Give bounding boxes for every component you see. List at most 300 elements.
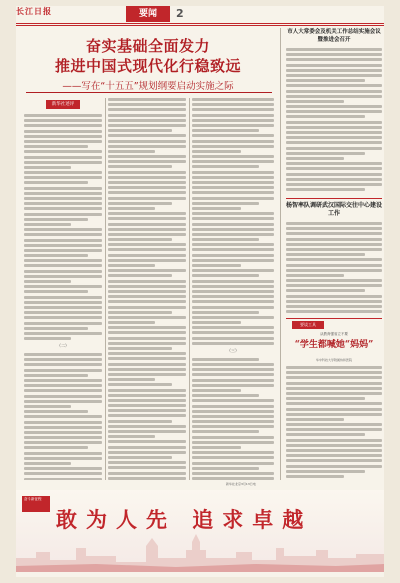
- text-line: [24, 369, 102, 372]
- text-line: [286, 48, 382, 51]
- text-line: [24, 207, 102, 210]
- text-line: [108, 456, 172, 459]
- text-line: [108, 248, 186, 251]
- text-line: [286, 423, 382, 426]
- text-line: [286, 305, 382, 308]
- text-line: [24, 223, 71, 226]
- text-line: [24, 124, 102, 127]
- text-line: [192, 379, 274, 382]
- text-line: [192, 306, 274, 309]
- text-line: [192, 98, 274, 101]
- text-line: [286, 310, 382, 313]
- text-line: [192, 233, 274, 236]
- text-line: [24, 379, 102, 382]
- text-line: [108, 191, 186, 194]
- text-line: [24, 202, 102, 205]
- right-divider: [286, 318, 382, 319]
- text-line: [192, 337, 274, 340]
- text-line: [286, 110, 382, 113]
- commentary-kicker: 从教育强省立不要: [320, 332, 348, 336]
- text-line: [192, 425, 274, 428]
- text-line: [24, 254, 88, 257]
- text-line: [192, 103, 274, 106]
- text-line: [286, 74, 382, 77]
- column-divider: [105, 98, 106, 480]
- text-line: [192, 280, 274, 283]
- text-line: [24, 395, 102, 398]
- text-line: [24, 374, 88, 377]
- text-line: [192, 171, 274, 174]
- text-line: [24, 446, 88, 449]
- header-rule-thin: [16, 25, 384, 26]
- text-line: [192, 384, 274, 387]
- source-note: 新华社北京3月13日电: [226, 482, 256, 486]
- text-line: [24, 228, 102, 231]
- commentary-byline: 华中科技大学附属协和医院: [315, 358, 352, 362]
- text-line: [286, 79, 365, 82]
- text-line: [108, 352, 186, 355]
- text-line: [286, 279, 382, 282]
- text-line: [108, 342, 186, 345]
- text-line: [108, 212, 186, 215]
- paper-name: 长江日报: [16, 6, 52, 16]
- text-line: [192, 405, 274, 408]
- text-line: [286, 449, 382, 452]
- text-line: [286, 173, 382, 176]
- article-column-2: [108, 98, 186, 480]
- commentary-title: “学生都喊她“妈妈”: [294, 340, 374, 350]
- text-line: [108, 461, 186, 464]
- text-line: [24, 166, 71, 169]
- text-line: [108, 466, 186, 469]
- text-line: [24, 322, 102, 325]
- column-divider: [280, 28, 281, 480]
- text-line: [24, 114, 102, 117]
- column-label: 新华社述评: [46, 100, 80, 109]
- text-line: [24, 332, 102, 335]
- text-line: [24, 264, 102, 267]
- text-line: [192, 140, 274, 143]
- text-line: [108, 394, 186, 397]
- main-subtitle: ——写在“十五五”规划纲要启动实施之际: [62, 81, 234, 92]
- text-line: [286, 269, 382, 272]
- text-line: [108, 114, 186, 117]
- text-line: [192, 295, 274, 298]
- text-line: [286, 295, 382, 298]
- text-line: [286, 392, 382, 395]
- text-line: [286, 376, 382, 379]
- text-line: [286, 253, 365, 256]
- text-line: [192, 394, 259, 397]
- text-line: [108, 378, 155, 381]
- text-line: [286, 459, 382, 462]
- text-line: [24, 478, 102, 480]
- text-line: [24, 259, 102, 262]
- right-article-2-body: [286, 222, 382, 316]
- text-line: [192, 119, 274, 122]
- text-line: [24, 421, 102, 424]
- text-line: [286, 433, 365, 436]
- text-line: [108, 337, 186, 340]
- text-line: [192, 186, 274, 189]
- headline-line-2: 推进中国式现代化行稳致远: [54, 57, 241, 75]
- text-line: [286, 289, 365, 292]
- text-line: [108, 347, 172, 350]
- text-line: [286, 408, 382, 411]
- text-line: [24, 150, 102, 153]
- text-line: [192, 207, 241, 210]
- text-line: [24, 410, 88, 413]
- text-line: [108, 326, 186, 329]
- city-skyline-illustration: [16, 528, 384, 572]
- text-line: [108, 290, 186, 293]
- text-line: [24, 389, 102, 392]
- text-line: [108, 259, 186, 262]
- text-line: [192, 290, 274, 293]
- text-line: [108, 295, 186, 298]
- text-line: [24, 363, 102, 366]
- right-article-2-title: 杨智率队调研武汉国际交往中心建设工作: [286, 202, 383, 217]
- text-line: [108, 383, 172, 386]
- text-line: [108, 254, 186, 257]
- text-line: [286, 371, 382, 374]
- text-line: [24, 327, 88, 330]
- text-line: [108, 160, 186, 163]
- text-line: [286, 284, 382, 287]
- text-line: [192, 467, 259, 470]
- text-line: [192, 285, 274, 288]
- text-line: [192, 243, 274, 246]
- text-line: [192, 436, 274, 439]
- text-line: [24, 249, 102, 252]
- commentary-body: [286, 366, 382, 480]
- text-line: [192, 124, 274, 127]
- text-line: [286, 141, 382, 144]
- text-line: [24, 296, 102, 299]
- text-line: [192, 321, 241, 324]
- text-line: [286, 183, 382, 186]
- text-line: [108, 472, 186, 475]
- main-headline: [24, 36, 272, 76]
- text-line: [192, 264, 241, 267]
- text-line: [192, 248, 274, 251]
- text-line: [192, 259, 274, 262]
- text-line: [286, 300, 382, 303]
- text-line: [108, 368, 186, 371]
- section-marker: （三）: [227, 347, 239, 353]
- text-line: [192, 331, 274, 334]
- header-rule: [16, 23, 384, 24]
- text-line: [192, 165, 259, 168]
- text-line: [108, 145, 186, 148]
- text-line: [24, 233, 102, 236]
- text-line: [286, 152, 365, 155]
- text-line: [24, 181, 88, 184]
- text-line: [24, 187, 102, 190]
- article-column-1: [24, 114, 102, 480]
- text-line: [286, 382, 382, 385]
- text-line: [286, 64, 382, 67]
- text-line: [108, 404, 186, 407]
- text-line: [286, 136, 382, 139]
- right-article-1-body: [286, 48, 382, 196]
- text-line: [108, 207, 155, 210]
- text-line: [192, 129, 259, 132]
- text-line: [286, 131, 382, 134]
- text-line: [108, 155, 186, 158]
- right-article-1-title: 市人大常委会及机关工作总结实施会议暨推进会召开: [287, 29, 381, 43]
- slogan-banner: [16, 490, 384, 572]
- text-line: [286, 147, 382, 150]
- text-line: [24, 472, 102, 475]
- text-line: [108, 134, 186, 137]
- text-line: [24, 462, 71, 465]
- text-line: [108, 202, 172, 205]
- text-line: [108, 280, 186, 283]
- text-line: [286, 162, 382, 165]
- text-line: [108, 181, 186, 184]
- text-line: [192, 368, 274, 371]
- text-line: [108, 440, 186, 443]
- text-line: [192, 238, 259, 241]
- text-line: [192, 274, 259, 277]
- text-line: [108, 306, 186, 309]
- text-line: [192, 145, 274, 148]
- text-line: [286, 475, 344, 478]
- text-line: [24, 358, 102, 361]
- text-line: [286, 222, 382, 225]
- text-line: [286, 402, 382, 405]
- text-line: [108, 98, 186, 101]
- text-line: [24, 275, 102, 278]
- masthead: [16, 6, 76, 22]
- text-line: [24, 426, 102, 429]
- text-line: [286, 465, 382, 468]
- text-line: [108, 285, 186, 288]
- text-line: [192, 430, 259, 433]
- text-line: [286, 105, 382, 108]
- text-line: [24, 161, 102, 164]
- text-line: [192, 217, 274, 220]
- text-line: [192, 472, 274, 475]
- text-line: [108, 399, 186, 402]
- text-line: [192, 451, 274, 454]
- text-line: [108, 165, 172, 168]
- text-line: [192, 477, 274, 480]
- text-line: [286, 413, 382, 416]
- text-line: [108, 389, 186, 392]
- text-line: [192, 462, 274, 465]
- section-marker: （二）: [57, 343, 69, 349]
- text-line: [192, 181, 274, 184]
- text-line: [286, 274, 344, 277]
- text-line: [192, 342, 274, 345]
- text-line: [286, 178, 382, 181]
- text-line: [286, 444, 382, 447]
- section-tab: 要闻: [126, 6, 170, 22]
- text-line: [24, 156, 102, 159]
- text-line: [24, 436, 102, 439]
- article-column-3: [192, 98, 274, 480]
- text-line: [286, 248, 382, 251]
- text-line: [286, 439, 382, 442]
- text-line: [192, 456, 274, 459]
- text-line: [192, 176, 274, 179]
- text-line: [108, 363, 186, 366]
- text-line: [286, 264, 382, 267]
- text-line: [286, 58, 382, 61]
- text-line: [286, 418, 344, 421]
- text-line: [24, 431, 102, 434]
- text-line: [24, 213, 102, 216]
- right-divider: [286, 198, 382, 199]
- text-line: [24, 311, 102, 314]
- text-line: [192, 420, 274, 423]
- text-line: [24, 457, 102, 460]
- banner-slogan: 敢为人先 追求卓越: [56, 508, 313, 532]
- text-line: [108, 430, 186, 433]
- text-line: [108, 269, 186, 272]
- text-line: [192, 228, 274, 231]
- text-line: [286, 232, 382, 235]
- text-line: [108, 129, 172, 132]
- text-line: [24, 301, 102, 304]
- text-line: [192, 446, 241, 449]
- text-line: [108, 223, 186, 226]
- text-line: [286, 397, 365, 400]
- text-line: [286, 428, 382, 431]
- text-line: [286, 387, 382, 390]
- text-line: [24, 467, 102, 470]
- text-line: [192, 134, 274, 137]
- text-line: [192, 108, 274, 111]
- text-line: [24, 337, 71, 340]
- text-line: [192, 114, 274, 117]
- text-line: [24, 441, 102, 444]
- text-line: [24, 130, 102, 133]
- text-line: [108, 274, 172, 277]
- text-line: [192, 326, 274, 329]
- text-line: [108, 228, 186, 231]
- text-line: [108, 197, 186, 200]
- page-number: 2: [176, 7, 184, 20]
- text-line: [192, 373, 274, 376]
- text-line: [24, 316, 102, 319]
- text-line: [108, 311, 172, 314]
- text-line: [286, 258, 382, 261]
- text-line: [286, 69, 382, 72]
- text-line: [286, 238, 382, 241]
- text-line: [24, 145, 88, 148]
- text-line: [24, 218, 88, 221]
- text-line: [286, 53, 382, 56]
- text-line: [108, 409, 186, 412]
- text-line: [192, 300, 274, 303]
- text-line: [108, 150, 155, 153]
- text-line: [192, 160, 274, 163]
- text-line: [192, 197, 274, 200]
- commentary-tag: 要谈工具: [292, 321, 324, 329]
- text-line: [286, 95, 382, 98]
- text-line: [192, 155, 274, 158]
- banner-badge: 奋斗新征程: [22, 496, 50, 512]
- text-line: [286, 100, 344, 103]
- text-line: [286, 188, 365, 191]
- text-line: [24, 244, 102, 247]
- text-line: [24, 197, 102, 200]
- text-line: [24, 270, 102, 273]
- text-line: [24, 415, 102, 418]
- text-line: [192, 316, 274, 319]
- text-line: [108, 477, 186, 480]
- text-line: [24, 452, 102, 455]
- text-line: [286, 167, 382, 170]
- text-line: [108, 414, 186, 417]
- text-line: [108, 425, 186, 428]
- text-line: [108, 238, 172, 241]
- text-line: [286, 126, 382, 129]
- text-line: [108, 119, 186, 122]
- text-line: [108, 435, 155, 438]
- text-line: [24, 405, 71, 408]
- text-line: [286, 243, 382, 246]
- text-line: [286, 84, 382, 87]
- text-line: [192, 358, 259, 361]
- text-line: [24, 353, 102, 356]
- text-line: [24, 285, 102, 288]
- column-divider: [189, 98, 190, 480]
- text-line: [108, 103, 186, 106]
- text-line: [192, 191, 274, 194]
- text-line: [24, 176, 102, 179]
- text-line: [286, 366, 382, 369]
- text-line: [108, 243, 186, 246]
- text-line: [108, 446, 186, 449]
- text-line: [108, 373, 186, 376]
- text-line: [192, 415, 274, 418]
- text-line: [24, 400, 102, 403]
- text-line: [192, 223, 274, 226]
- text-line: [24, 384, 102, 387]
- text-line: [24, 119, 102, 122]
- text-line: [108, 140, 186, 143]
- text-line: [108, 176, 186, 179]
- headline-line-1: 奋实基础全面发力: [85, 37, 210, 55]
- title-rule: [26, 92, 272, 93]
- text-line: [108, 321, 155, 324]
- text-line: [286, 115, 365, 118]
- text-line: [108, 108, 186, 111]
- text-line: [24, 135, 102, 138]
- text-line: [192, 311, 259, 314]
- text-line: [108, 420, 172, 423]
- text-line: [108, 264, 155, 267]
- text-line: [192, 202, 259, 205]
- text-line: [108, 124, 186, 127]
- text-line: [108, 357, 186, 360]
- text-line: [286, 470, 365, 473]
- text-line: [192, 269, 274, 272]
- text-line: [286, 227, 382, 230]
- text-line: [24, 192, 102, 195]
- text-line: [192, 399, 274, 402]
- text-line: [192, 212, 274, 215]
- text-line: [24, 306, 102, 309]
- text-line: [108, 186, 186, 189]
- text-line: [24, 140, 102, 143]
- text-line: [108, 233, 186, 236]
- newspaper-page: [16, 6, 384, 577]
